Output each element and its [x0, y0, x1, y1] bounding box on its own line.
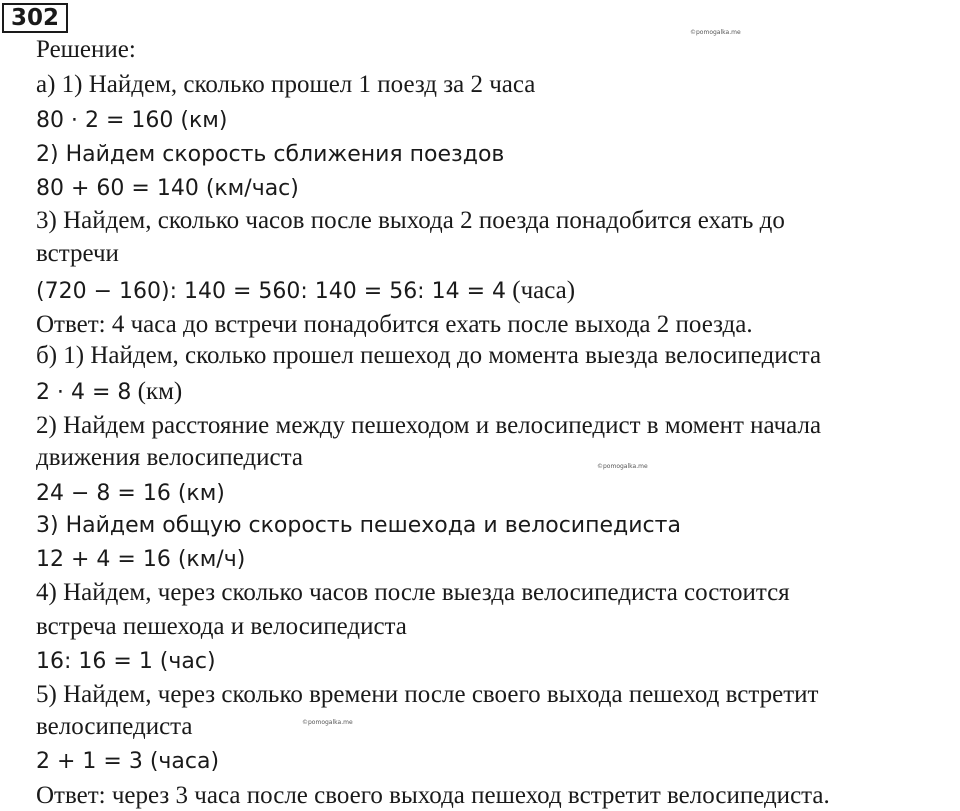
step-text: 3) Найдем общую скорость пешехода и велосипедиста [36, 513, 681, 538]
math-expression: 2 ⋅ 4 = 8 [36, 380, 132, 405]
step-text: 4) Найдем, через сколько часов после выезда велосипедиста состоится [36, 579, 790, 606]
math-line: 2 + 1 = 3 (часа) [36, 749, 220, 774]
step-text: встреча пешехода и велосипедиста [36, 613, 407, 640]
math-line [36, 378, 182, 406]
step-text: движения велосипедиста [36, 444, 303, 471]
watermark: ©pomogalka.me [597, 463, 648, 470]
math-line [36, 277, 575, 305]
step-text: 2) Найдем скорость сближения поездов [36, 142, 505, 167]
step-text: велосипедиста [36, 713, 193, 740]
math-expression: (720 − 160): 140 = 560: 140 = 56: 14 = 4 [36, 279, 507, 304]
math-line: 80 ⋅ 2 = 160 (км) [36, 108, 228, 133]
math-line: 24 − 8 = 16 (км) [36, 481, 225, 506]
answer-text: Ответ: 4 часа до встречи понадобится ехать после выхода 2 поезда. [36, 311, 753, 338]
watermark: ©pomogalka.me [302, 719, 353, 726]
step-text: 2) Найдем расстояние между пешеходом и велосипедист в момент начала [36, 412, 822, 439]
problem-number: 302 [2, 3, 68, 33]
answer-text: Ответ: через 3 часа после своего выхода пешеход встретит велосипедиста. [36, 782, 830, 809]
math-unit: (км) [131, 378, 183, 405]
solution-heading: Решение: [36, 36, 136, 63]
math-line: 12 + 4 = 16 (км/ч) [36, 547, 246, 572]
step-text: 3) Найдем, сколько часов после выхода 2 поезда понадобится ехать до [36, 207, 785, 234]
step-text: встречи [36, 240, 119, 267]
math-line: 80 + 60 = 140 (км/час) [36, 176, 299, 201]
math-line: 16: 16 = 1 (час) [36, 649, 216, 674]
step-text: б) 1) Найдем, сколько прошел пешеход до момента выезда велосипедиста [36, 342, 822, 369]
math-unit: (часа) [506, 277, 576, 304]
watermark: ©pomogalka.me [690, 29, 741, 36]
step-text: 5) Найдем, через сколько времени после своего выхода пешеход встретит [36, 681, 819, 708]
step-text: а) 1) Найдем, сколько прошел 1 поезд за 2 часа [36, 71, 536, 98]
